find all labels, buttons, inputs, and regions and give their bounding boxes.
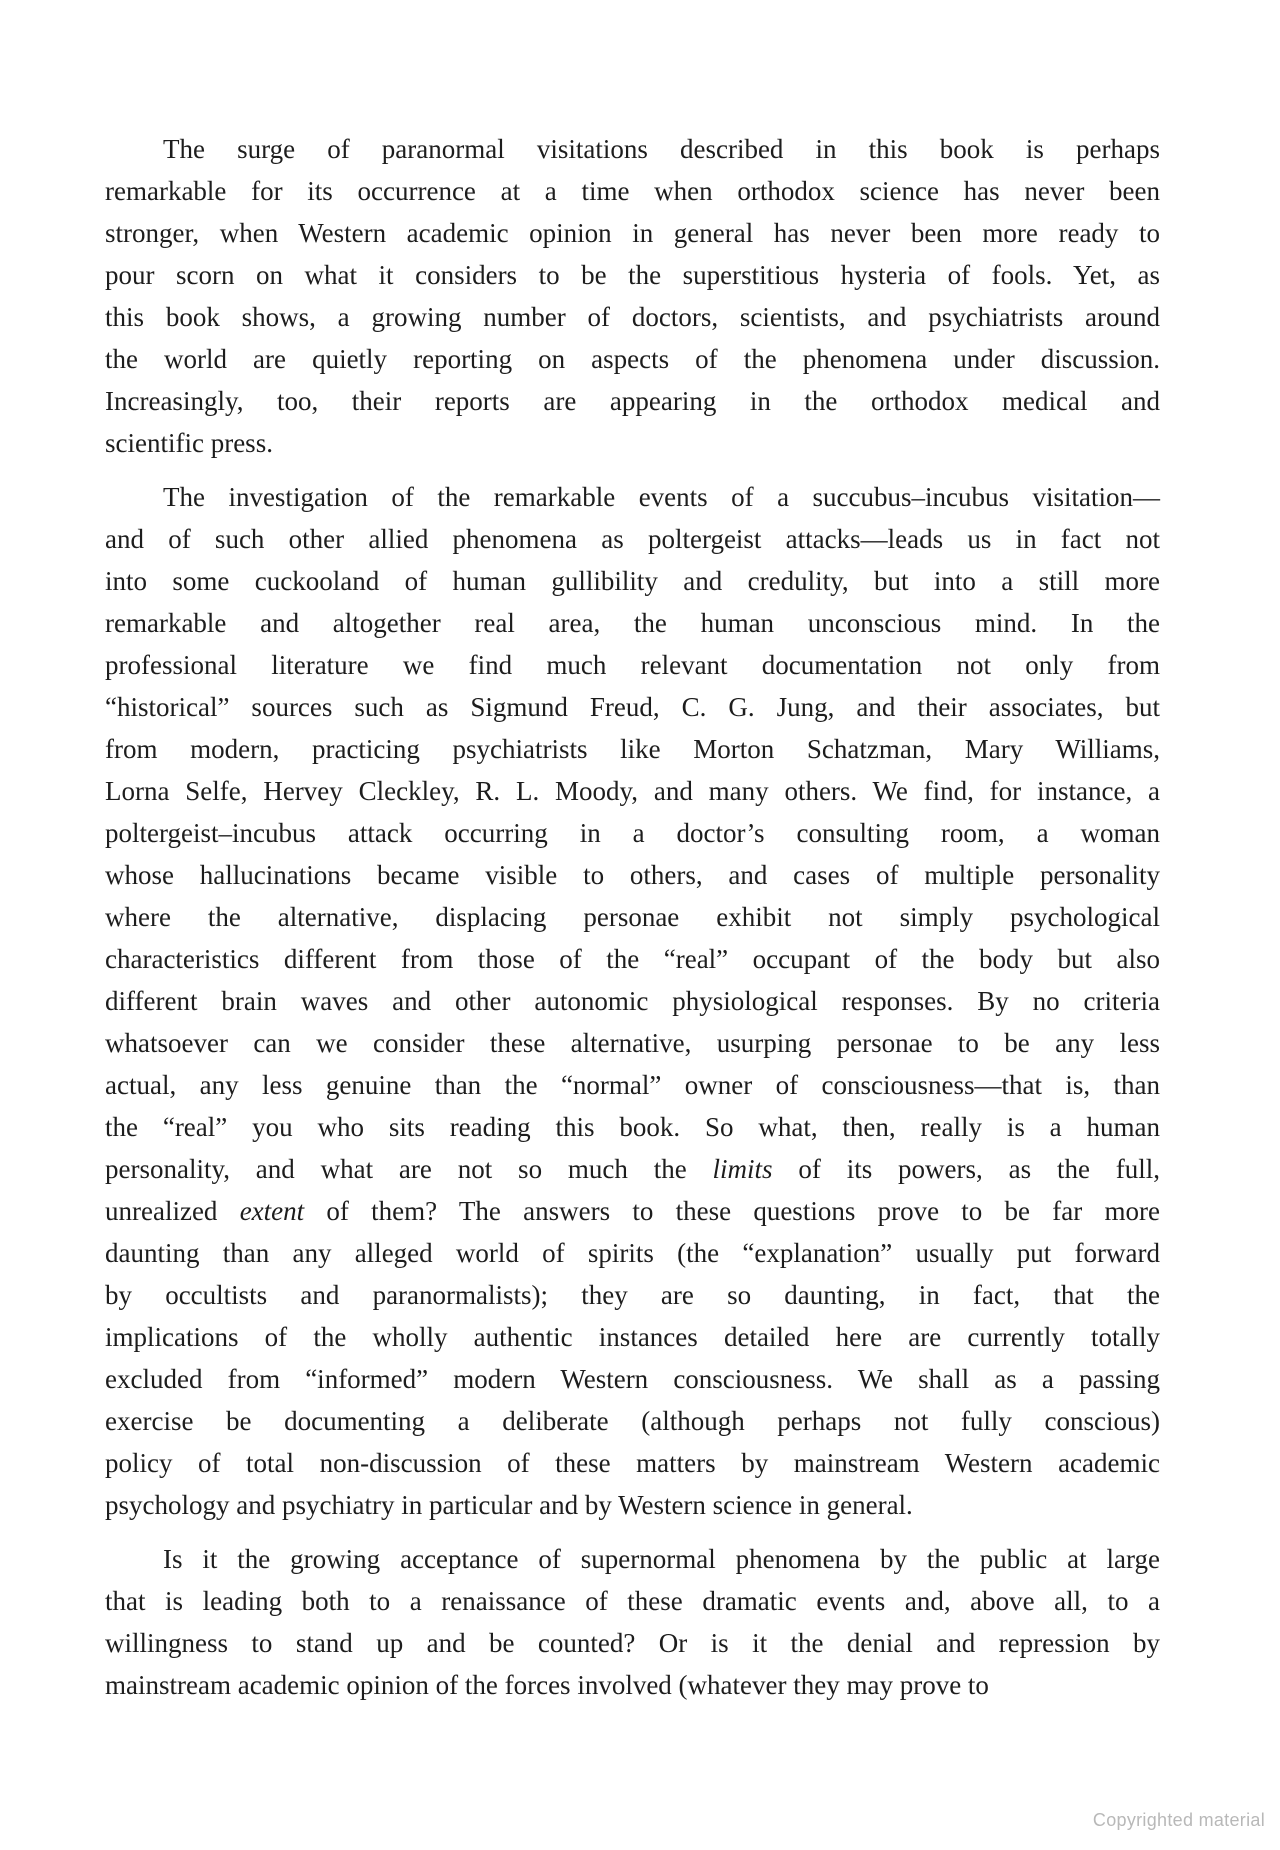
text-segment: The investigation of the remarkable events of a succubus–incubus visitation— bbox=[163, 482, 1160, 512]
text-segment: exercise be documenting a deliberate (although perhaps not fully conscious) bbox=[105, 1406, 1160, 1436]
text-segment: this book shows, a growing number of doctors, scientists, and psychiatrists around bbox=[105, 302, 1160, 332]
italic-text-segment: limits bbox=[712, 1154, 773, 1184]
text-segment: pour scorn on what it considers to be the superstitious hysteria of fools. Yet, as bbox=[105, 260, 1160, 290]
text-line bbox=[105, 1148, 1160, 1190]
text-segment: that is leading both to a renaissance of these dramatic events and, above all, to a bbox=[105, 1586, 1160, 1616]
text-line bbox=[105, 1400, 1160, 1442]
text-segment: unrealized bbox=[105, 1196, 240, 1226]
text-line bbox=[105, 1232, 1160, 1274]
text-line bbox=[105, 1484, 1160, 1526]
text-segment: remarkable and altogether real area, the human unconscious mind. In the bbox=[105, 608, 1160, 638]
text-line bbox=[105, 812, 1160, 854]
text-segment: of them? The answers to these questions prove to be far more bbox=[304, 1196, 1160, 1226]
page-text-block bbox=[105, 128, 1160, 1706]
text-segment: actual, any less genuine than the “normal” owner of consciousness—that is, than bbox=[105, 1070, 1160, 1100]
text-line bbox=[105, 1022, 1160, 1064]
text-segment: daunting than any alleged world of spirits (the “explanation” usually put forward bbox=[105, 1238, 1160, 1268]
text-line bbox=[105, 1064, 1160, 1106]
text-line bbox=[105, 1190, 1160, 1232]
text-segment: excluded from “informed” modern Western consciousness. We shall as a passing bbox=[105, 1364, 1160, 1394]
text-line bbox=[105, 1106, 1160, 1148]
text-segment: different brain waves and other autonomic physiological responses. By no criteria bbox=[105, 986, 1160, 1016]
text-segment: scientific press. bbox=[105, 428, 273, 458]
text-line bbox=[105, 1580, 1160, 1622]
italic-text-segment: extent bbox=[239, 1196, 305, 1226]
text-line bbox=[105, 1274, 1160, 1316]
text-line bbox=[105, 686, 1160, 728]
text-line bbox=[105, 560, 1160, 602]
text-line bbox=[105, 854, 1160, 896]
text-line bbox=[105, 380, 1160, 422]
paragraph bbox=[105, 128, 1160, 464]
text-segment: mainstream academic opinion of the forces involved (whatever they may prove to bbox=[105, 1670, 989, 1700]
text-line bbox=[105, 1538, 1160, 1580]
text-line bbox=[105, 602, 1160, 644]
text-segment: into some cuckooland of human gullibility and credulity, but into a still more bbox=[105, 566, 1160, 596]
text-segment: personality, and what are not so much the bbox=[105, 1154, 713, 1184]
text-segment: stronger, when Western academic opinion in general has never been more ready to bbox=[105, 218, 1160, 248]
text-line bbox=[105, 518, 1160, 560]
text-segment: whose hallucinations became visible to others, and cases of multiple personality bbox=[105, 860, 1160, 890]
text-line bbox=[105, 254, 1160, 296]
text-line bbox=[105, 938, 1160, 980]
text-line bbox=[105, 476, 1160, 518]
copyright-watermark: Copyrighted material bbox=[1092, 1810, 1265, 1830]
paragraph bbox=[105, 476, 1160, 1526]
text-line bbox=[105, 770, 1160, 812]
text-segment: remarkable for its occurrence at a time when orthodox science has never been bbox=[105, 176, 1160, 206]
text-line bbox=[105, 422, 1160, 464]
text-line bbox=[105, 728, 1160, 770]
text-segment: poltergeist–incubus attack occurring in a doctor’s consulting room, a woman bbox=[105, 818, 1160, 848]
text-segment: from modern, practicing psychiatrists like Morton Schatzman, Mary Williams, bbox=[105, 734, 1160, 764]
text-segment: implications of the wholly authentic instances detailed here are currently totally bbox=[105, 1322, 1160, 1352]
text-segment: professional literature we find much relevant documentation not only from bbox=[105, 650, 1160, 680]
text-segment: the “real” you who sits reading this book. So what, then, really is a human bbox=[105, 1112, 1160, 1142]
text-segment: The surge of paranormal visitations described in this book is perhaps bbox=[163, 134, 1160, 164]
text-segment: willingness to stand up and be counted? Or is it the denial and repression by bbox=[105, 1628, 1160, 1658]
text-segment: where the alternative, displacing personae exhibit not simply psychological bbox=[105, 902, 1160, 932]
text-line bbox=[105, 338, 1160, 380]
text-segment: psychology and psychiatry in particular and by Western science in general. bbox=[105, 1490, 913, 1520]
text-line bbox=[105, 644, 1160, 686]
text-segment: “historical” sources such as Sigmund Freud, C. G. Jung, and their associates, but bbox=[105, 692, 1160, 722]
text-line bbox=[105, 212, 1160, 254]
text-line bbox=[105, 980, 1160, 1022]
paragraph bbox=[105, 1538, 1160, 1706]
text-segment: characteristics different from those of the “real” occupant of the body but also bbox=[105, 944, 1160, 974]
text-line bbox=[105, 1442, 1160, 1484]
text-segment: Is it the growing acceptance of supernormal phenomena by the public at large bbox=[163, 1544, 1160, 1574]
text-segment: Lorna Selfe, Hervey Cleckley, R. L. Moody, and many others. We find, for instance, a bbox=[105, 776, 1160, 806]
text-segment: whatsoever can we consider these alternative, usurping personae to be any less bbox=[105, 1028, 1160, 1058]
text-segment: Increasingly, too, their reports are appearing in the orthodox medical and bbox=[105, 386, 1160, 416]
text-segment: policy of total non-discussion of these matters by mainstream Western academic bbox=[105, 1448, 1160, 1478]
text-segment: and of such other allied phenomena as poltergeist attacks—leads us in fact not bbox=[105, 524, 1160, 554]
text-segment: the world are quietly reporting on aspects of the phenomena under discussion. bbox=[105, 344, 1160, 374]
text-line bbox=[105, 170, 1160, 212]
text-line bbox=[105, 1622, 1160, 1664]
text-segment: of its powers, as the full, bbox=[772, 1154, 1161, 1184]
text-line bbox=[105, 1316, 1160, 1358]
text-segment: by occultists and paranormalists); they are so daunting, in fact, that the bbox=[105, 1280, 1160, 1310]
text-line bbox=[105, 1358, 1160, 1400]
text-line bbox=[105, 1664, 1160, 1706]
text-line bbox=[105, 128, 1160, 170]
text-line bbox=[105, 896, 1160, 938]
text-line bbox=[105, 296, 1160, 338]
